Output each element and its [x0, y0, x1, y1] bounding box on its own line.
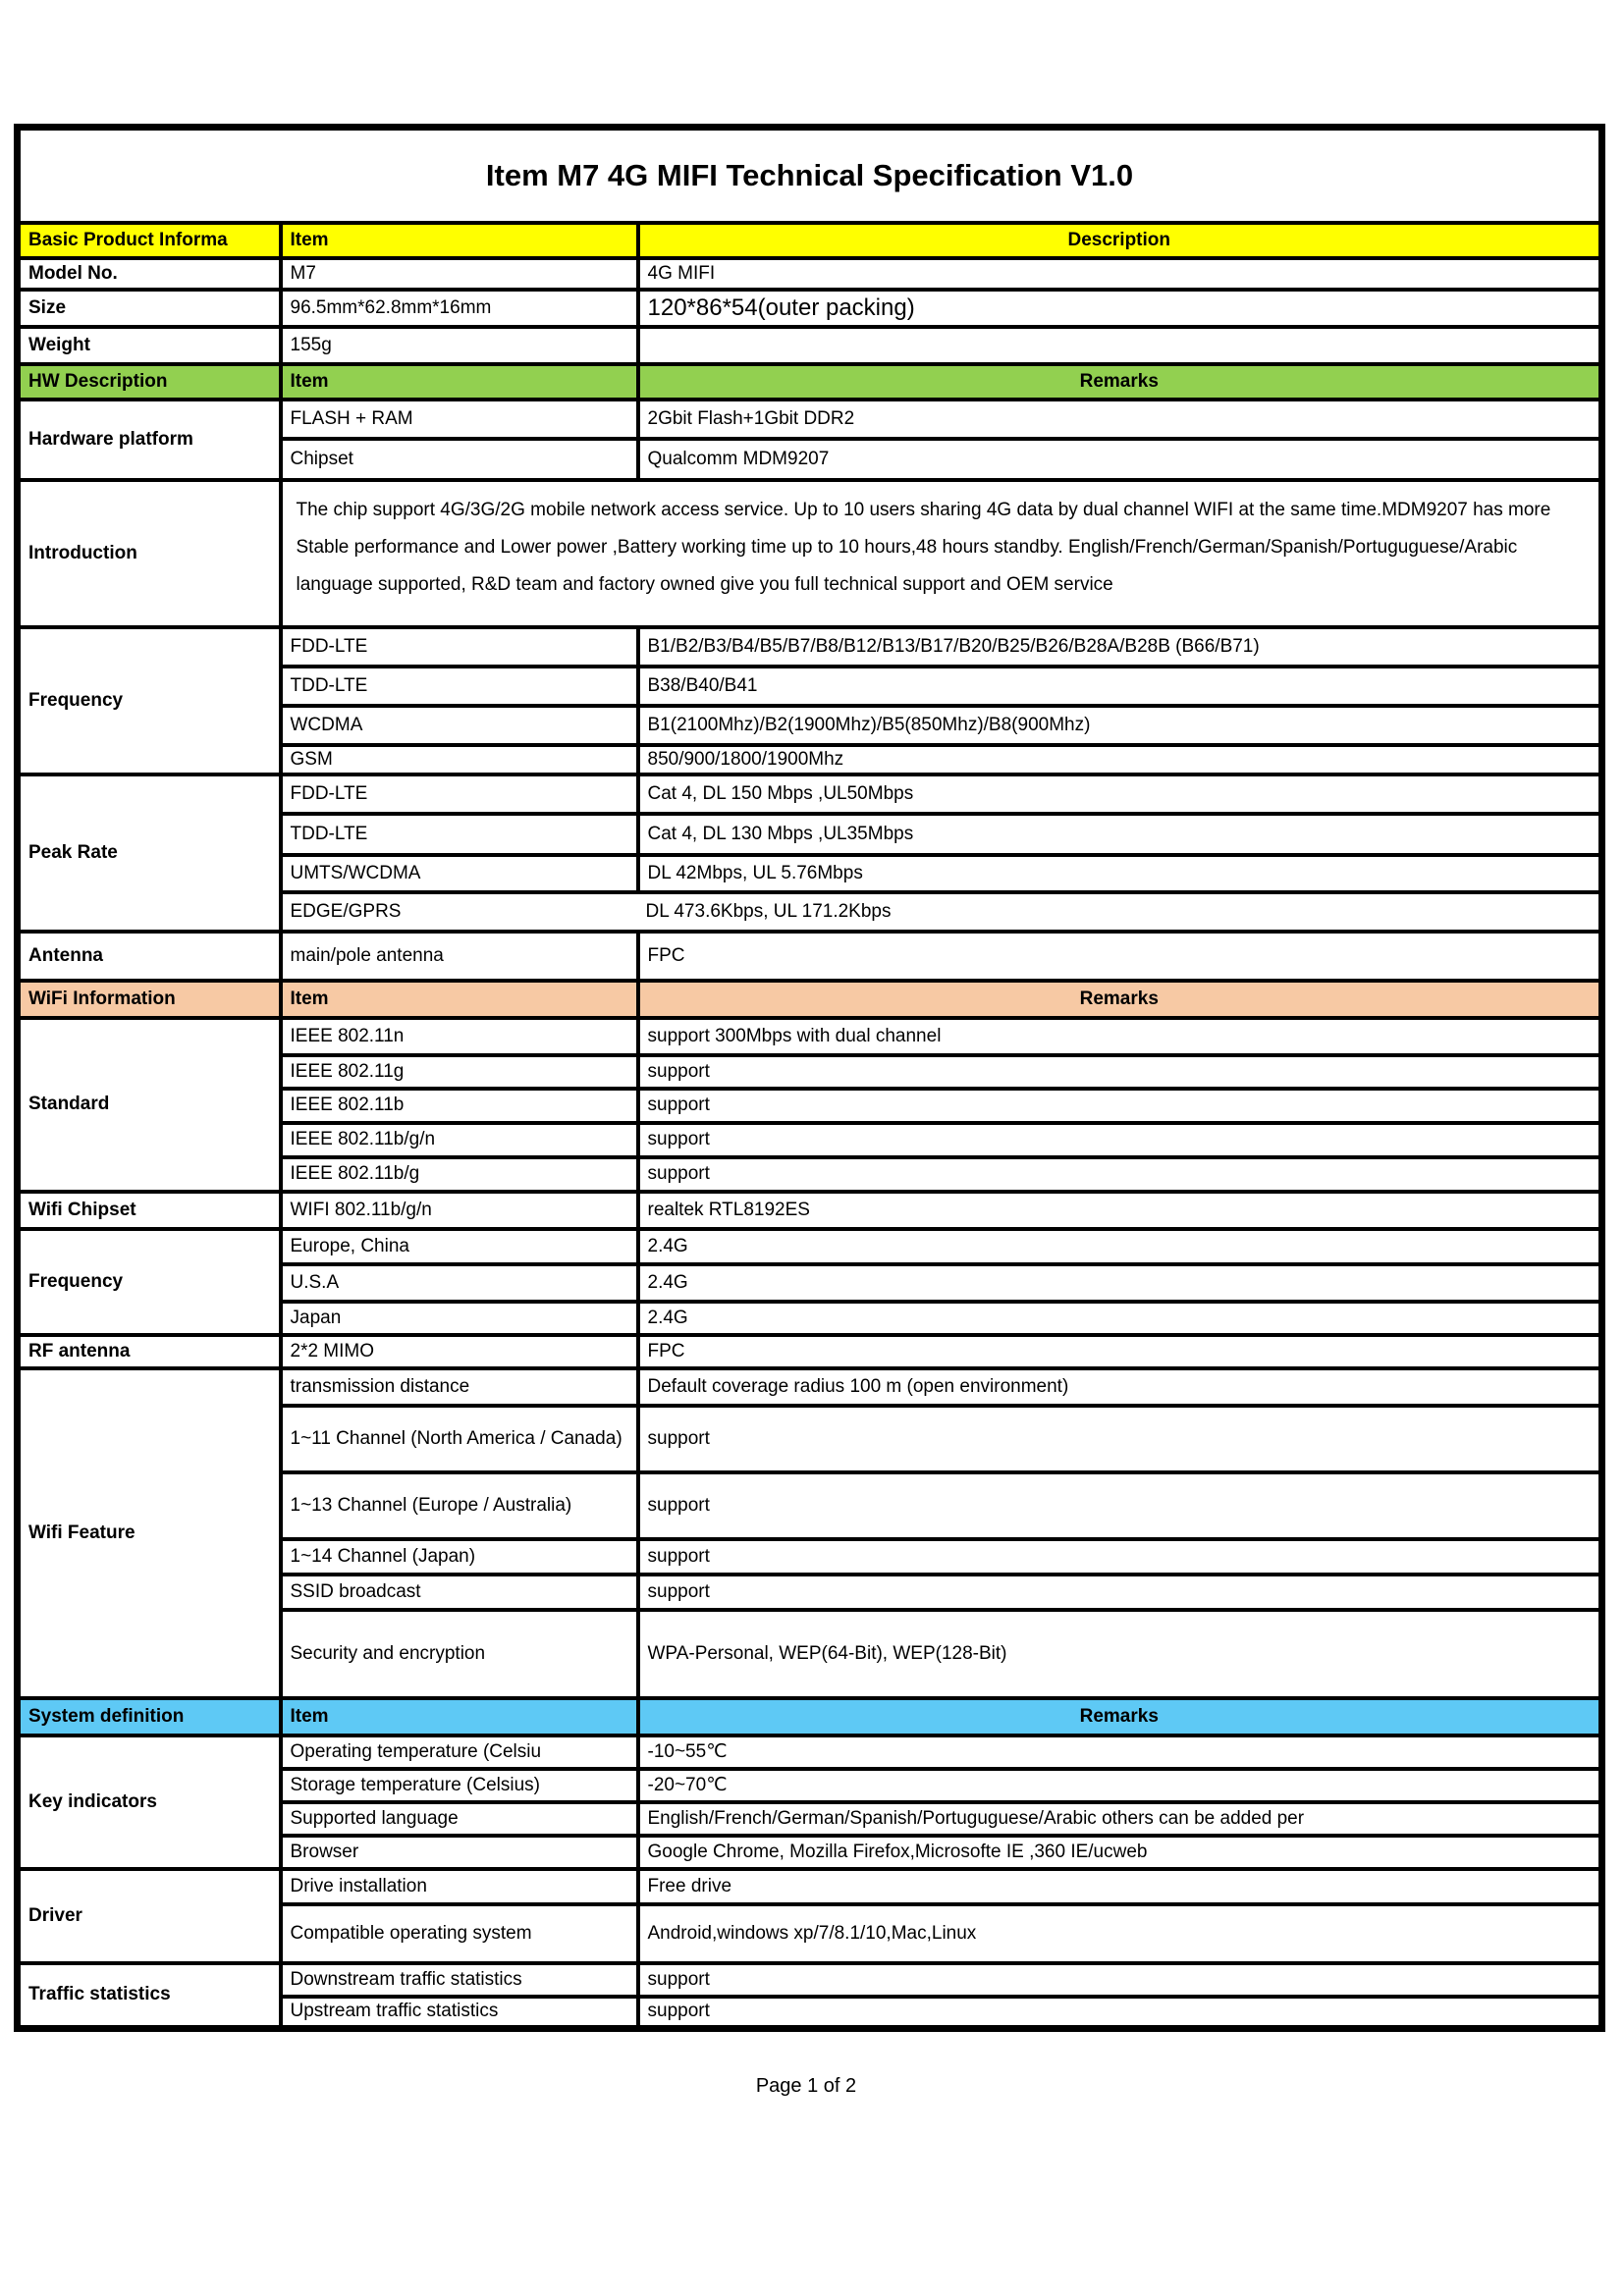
table-row [18, 1192, 1602, 1229]
item-header-cell: Item [281, 981, 638, 1018]
description-cell: 2.4G [638, 1302, 1602, 1335]
category-cell: Traffic statistics [18, 1963, 281, 2028]
spec-table-body [18, 128, 1602, 2029]
category-cell: Key indicators [18, 1735, 281, 1869]
item-cell: Japan [281, 1302, 638, 1335]
table-row [18, 627, 1602, 667]
table-row [18, 327, 1602, 364]
section-title-cell: WiFi Information [18, 981, 281, 1018]
section-title-cell: System definition [18, 1698, 281, 1735]
remarks-header-cell: Remarks [638, 364, 1602, 400]
category-cell: Hardware platform [18, 400, 281, 480]
item-cell: Security and encryption [281, 1610, 638, 1698]
page-footer: Page 1 of 2 [755, 2074, 857, 2097]
remarks-header-cell: Description [638, 223, 1602, 258]
item-cell: FLASH + RAM [281, 400, 638, 439]
table-row [18, 1229, 1602, 1264]
description-cell: WPA-Personal, WEP(64-Bit), WEP(128-Bit) [638, 1610, 1602, 1698]
section-header-row [18, 981, 1602, 1018]
section-title-cell: Basic Product Informa [18, 223, 281, 258]
item-cell: TDD-LTE [281, 667, 638, 706]
description-cell: -10~55℃ [638, 1735, 1602, 1769]
table-row [18, 480, 1602, 627]
description-cell: B38/B40/B41 [638, 667, 1602, 706]
item-cell: WIFI 802.11b/g/n [281, 1192, 638, 1229]
description-cell: 2Gbit Flash+1Gbit DDR2 [638, 400, 1602, 439]
item-cell: M7 [281, 258, 638, 290]
description-cell: The chip support 4G/3G/2G mobile network access service. Up to 10 users sharing 4G data by dual channel WIFI at the same time.MDM9207 has more Stable performance and Lower power ,Battery working time up to 10 hours,48 hours standby. English/French/German/Spanish/Portuguguese/Arabic language supported, R&D team and factory owned give you full technical support and OEM service [281, 480, 1602, 627]
item-cell: FDD-LTE [281, 774, 638, 814]
item-header-cell: Item [281, 1698, 638, 1735]
description-cell: DL 42Mbps, UL 5.76Mbps [638, 855, 1602, 892]
table-row [18, 1869, 1602, 1904]
item-cell: UMTS/WCDMA [281, 855, 638, 892]
item-cell: main/pole antenna [281, 932, 638, 981]
section-header-row [18, 223, 1602, 258]
category-cell: Driver [18, 1869, 281, 1963]
table-row [18, 1368, 1602, 1406]
category-cell: Introduction [18, 480, 281, 627]
category-cell: Model No. [18, 258, 281, 290]
description-cell: Free drive [638, 1869, 1602, 1904]
category-cell: Frequency [18, 1229, 281, 1335]
remarks-header-cell: Remarks [638, 981, 1602, 1018]
item-cell: Operating temperature (Celsiu [281, 1735, 638, 1769]
category-cell: Frequency [18, 627, 281, 774]
description-cell: support [638, 1963, 1602, 1997]
description-cell: support [638, 1997, 1602, 2028]
description-cell: 850/900/1800/1900Mhz [638, 745, 1602, 774]
table-row [18, 1335, 1602, 1368]
table-row [18, 400, 1602, 439]
item-cell: IEEE 802.11n [281, 1018, 638, 1055]
table-row [18, 258, 1602, 290]
item-cell: IEEE 802.11g [281, 1055, 638, 1089]
category-cell: Standard [18, 1018, 281, 1192]
item-cell: 96.5mm*62.8mm*16mm [281, 290, 638, 327]
item-cell: Browser [281, 1836, 638, 1869]
remarks-header-cell: Remarks [638, 1698, 1602, 1735]
description-cell: support [638, 1539, 1602, 1575]
item-cell: IEEE 802.11b/g/n [281, 1123, 638, 1157]
description-cell: B1/B2/B3/B4/B5/B7/B8/B12/B13/B17/B20/B25/B26/B28A/B28B (B66/B71) [638, 627, 1602, 667]
item-cell: TDD-LTE [281, 814, 638, 855]
item-cell: 2*2 MIMO [281, 1335, 638, 1368]
item-cell: EDGE/GPRS [281, 892, 638, 932]
item-cell: 1~13 Channel (Europe / Australia) [281, 1472, 638, 1539]
description-cell: -20~70℃ [638, 1769, 1602, 1802]
section-header-row [18, 1698, 1602, 1735]
section-title-cell: HW Description [18, 364, 281, 400]
description-cell [638, 327, 1602, 364]
description-cell: Android,windows xp/7/8.1/10,Mac,Linux [638, 1904, 1602, 1963]
item-cell: Compatible operating system [281, 1904, 638, 1963]
description-cell: Google Chrome, Mozilla Firefox,Microsofte IE ,360 IE/ucweb [638, 1836, 1602, 1869]
section-header-row [18, 364, 1602, 400]
category-cell: Antenna [18, 932, 281, 981]
item-cell: Drive installation [281, 1869, 638, 1904]
item-cell: transmission distance [281, 1368, 638, 1406]
item-cell: Storage temperature (Celsius) [281, 1769, 638, 1802]
item-header-cell: Item [281, 223, 638, 258]
item-cell: GSM [281, 745, 638, 774]
table-row [18, 1018, 1602, 1055]
description-cell: DL 473.6Kbps, UL 171.2Kbps [638, 892, 1602, 932]
description-cell: support [638, 1089, 1602, 1123]
description-cell: support [638, 1055, 1602, 1089]
description-cell: Cat 4, DL 150 Mbps ,UL50Mbps [638, 774, 1602, 814]
description-cell: support 300Mbps with dual channel [638, 1018, 1602, 1055]
category-cell: Size [18, 290, 281, 327]
item-cell: FDD-LTE [281, 627, 638, 667]
item-cell: Europe, China [281, 1229, 638, 1264]
table-row [18, 774, 1602, 814]
description-cell: support [638, 1406, 1602, 1472]
item-cell: 1~11 Channel (North America / Canada) [281, 1406, 638, 1472]
description-cell: realtek RTL8192ES [638, 1192, 1602, 1229]
item-cell: IEEE 802.11b [281, 1089, 638, 1123]
description-cell: Cat 4, DL 130 Mbps ,UL35Mbps [638, 814, 1602, 855]
item-cell: 1~14 Channel (Japan) [281, 1539, 638, 1575]
spec-table [14, 124, 1605, 2032]
description-cell: 2.4G [638, 1264, 1602, 1302]
category-cell: Wifi Chipset [18, 1192, 281, 1229]
description-cell: support [638, 1157, 1602, 1192]
item-cell: Chipset [281, 439, 638, 480]
description-cell: Default coverage radius 100 m (open environment) [638, 1368, 1602, 1406]
item-header-cell: Item [281, 364, 638, 400]
category-cell: Weight [18, 327, 281, 364]
item-cell: Downstream traffic statistics [281, 1963, 638, 1997]
table-row [18, 932, 1602, 981]
page-title: Item M7 4G MIFI Technical Specification V1.0 [18, 128, 1602, 224]
description-cell: Qualcomm MDM9207 [638, 439, 1602, 480]
item-cell: Upstream traffic statistics [281, 1997, 638, 2028]
description-cell: English/French/German/Spanish/Portuguguese/Arabic others can be added per [638, 1802, 1602, 1836]
description-cell: 2.4G [638, 1229, 1602, 1264]
item-cell: WCDMA [281, 706, 638, 745]
description-cell: B1(2100Mhz)/B2(1900Mhz)/B5(850Mhz)/B8(900Mhz) [638, 706, 1602, 745]
item-cell: SSID broadcast [281, 1575, 638, 1610]
category-cell: Peak Rate [18, 774, 281, 932]
description-cell: support [638, 1472, 1602, 1539]
item-cell: 155g [281, 327, 638, 364]
description-cell: support [638, 1123, 1602, 1157]
item-cell: Supported language [281, 1802, 638, 1836]
description-cell: 120*86*54(outer packing) [638, 290, 1602, 327]
item-cell: U.S.A [281, 1264, 638, 1302]
table-row [18, 1963, 1602, 1997]
table-row [18, 1735, 1602, 1769]
category-cell: Wifi Feature [18, 1368, 281, 1698]
table-row [18, 290, 1602, 327]
description-cell: support [638, 1575, 1602, 1610]
description-cell: 4G MIFI [638, 258, 1602, 290]
description-cell: FPC [638, 932, 1602, 981]
item-cell: IEEE 802.11b/g [281, 1157, 638, 1192]
description-cell: FPC [638, 1335, 1602, 1368]
title-row [18, 128, 1602, 224]
category-cell: RF antenna [18, 1335, 281, 1368]
